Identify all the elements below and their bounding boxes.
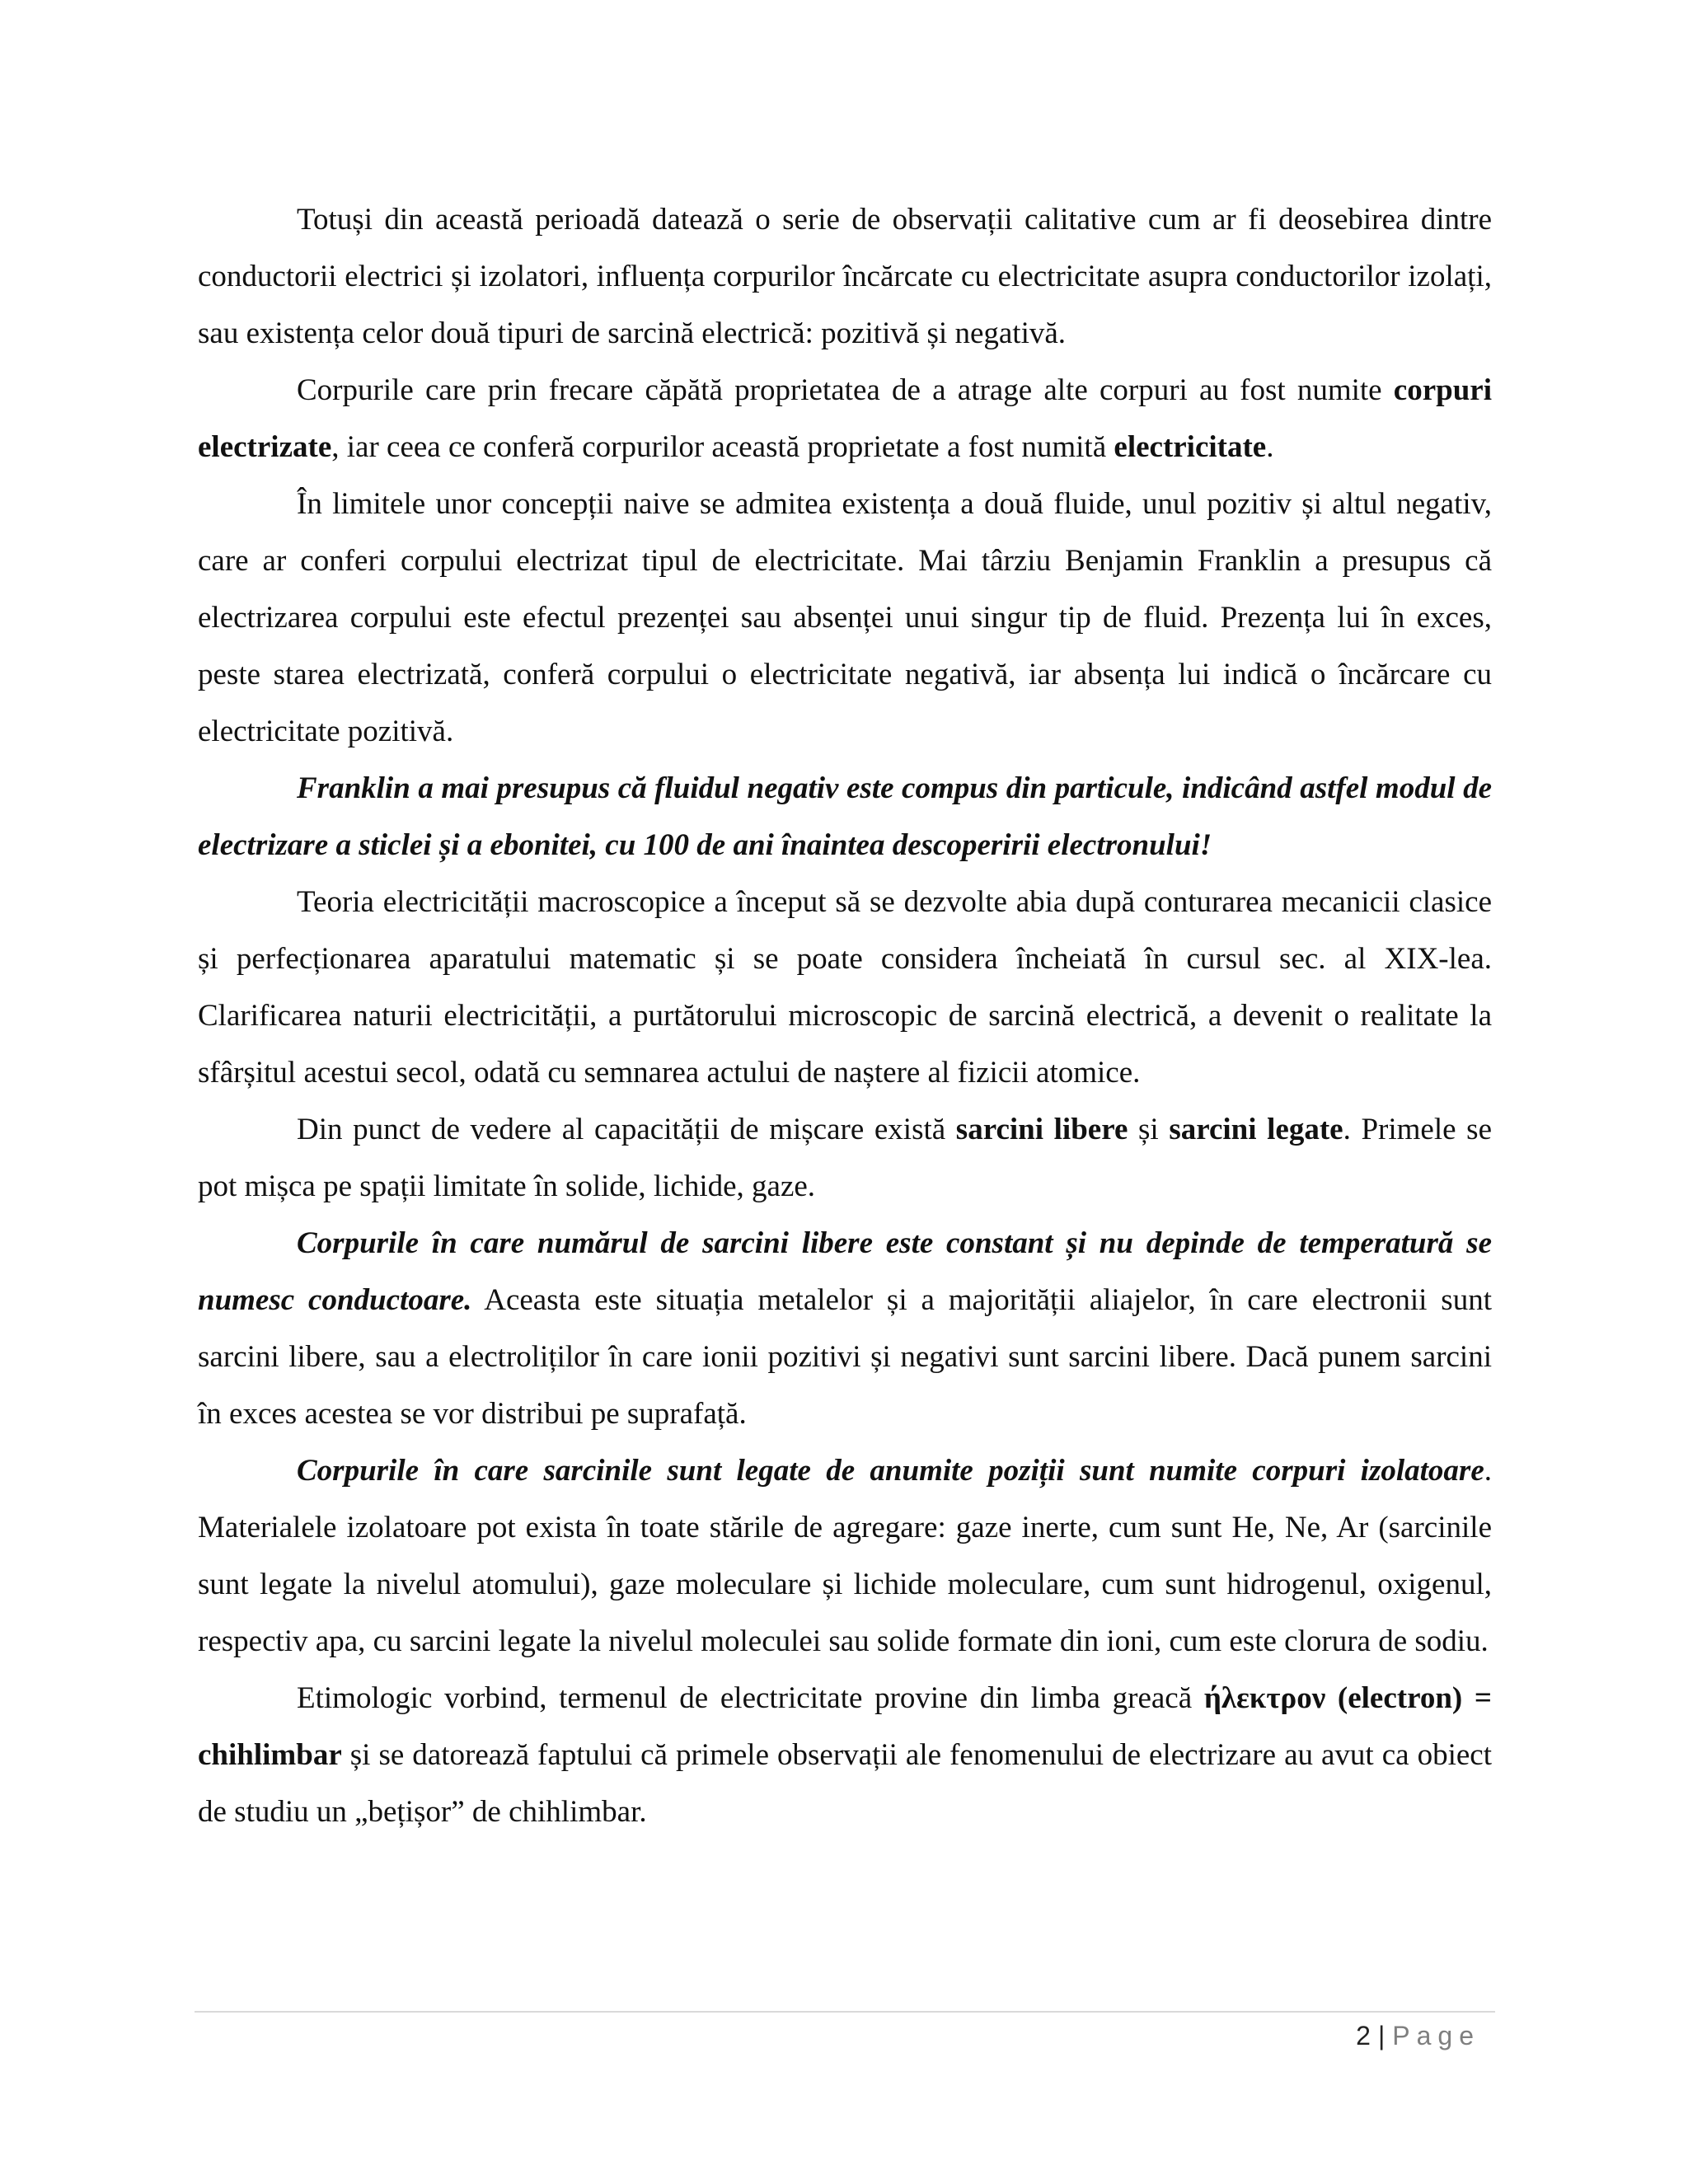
paragraph [198, 362, 1492, 476]
paragraph-text: și [1128, 1113, 1170, 1146]
emphasized-statement: Corpurile în care numărul de sarcini libere este constant și nu depinde de temperatură se numesc conductoare. [198, 1226, 1492, 1317]
page-number: 2 [1356, 2021, 1372, 2050]
emphasized-statement: Corpurile în care sarcinile sunt legate de anumite poziții sunt numite corpuri izolatoare [297, 1454, 1484, 1488]
bold-term: sarcini libere [955, 1113, 1128, 1146]
paragraph [198, 191, 1492, 362]
paragraph-text: , iar ceea ce conferă corpurilor această proprietate a fost numită [331, 430, 1114, 464]
footer-divider [195, 2011, 1495, 2013]
paragraph [198, 1442, 1492, 1670]
paragraph-text: Aceasta este situația metalelor și a majorității aliajelor, în care electronii sunt sarcini libere, sau a electroliților în care ionii pozitivi și negativi sunt sarcini libere. Dacă punem sarcini în exces acestea se vor distribui pe suprafață. [198, 1283, 1492, 1431]
paragraph-text: . [1266, 430, 1274, 464]
paragraph-text: . Materialele izolatoare pot exista în toate stările de agregare: gaze inerte, cum sunt He, Ne, Ar (sarcinile sunt legate la nivelul atomului), gaze moleculare și lichide moleculare, cum sunt hidrogenul, oxigenul, respectiv apa, cu sarcini legate la nivelul moleculei sau solide formate din ioni, cum este clorura de sodiu. [198, 1454, 1492, 1658]
page-label: Page [1392, 2021, 1480, 2050]
paragraph-text: și se datorează faptului că primele observații ale fenomenului de electrizare au avut ca obiect de studiu un „bețișor” de chihlimbar. [198, 1738, 1492, 1829]
paragraph [198, 476, 1492, 760]
document-body [198, 191, 1492, 1840]
paragraph-text: Totuși din această perioadă datează o serie de observații calitative cum ar fi deosebirea dintre conductorii electrici și izolatori, influența corpurilor încărcate cu electricitate asupra conductorilor izolați, sau existența celor două tipuri de sarcină electrică: pozitivă și negativă. [198, 203, 1492, 350]
paragraph [198, 874, 1492, 1101]
bold-term: ήλεκτρον (electron) = chihlimbar [198, 1681, 1492, 1772]
page-footer [1356, 2021, 1480, 2051]
bold-term: sarcini legate [1169, 1113, 1343, 1146]
paragraph-text: În limitele unor concepții naive se admitea existența a două fluide, unul pozitiv și altul negativ, care ar conferi corpului electrizat tipul de electricitate. Mai târziu Benjamin Franklin a presupus că electrizarea corpului este efectul prezenței sau absenței unui singur tip de fluid. Prezența lui în exces, peste starea electrizată, conferă corpului o electricitate negativă, iar absența lui indică o încărcare cu electricitate pozitivă. [198, 487, 1492, 748]
paragraph-text: Corpurile care prin frecare căpătă proprietatea de a atrage alte corpuri au fost numite [297, 373, 1394, 407]
paragraph [198, 1215, 1492, 1442]
paragraph [198, 1101, 1492, 1215]
bold-term: corpuri electrizate [198, 373, 1492, 464]
footer-separator: | [1377, 2021, 1386, 2050]
paragraph-text: . Primele se pot mișca pe spații limitate în solide, lichide, gaze. [198, 1113, 1492, 1203]
bold-term: electricitate [1114, 430, 1267, 464]
paragraph-text: Teoria electricității macroscopice a început să se dezvolte abia după conturarea mecanicii clasice și perfecționarea aparatului matematic și se poate considera încheiată în cursul sec. al XIX-lea. Clarificarea naturii electricității, a purtătorului microscopic de sarcină electrică, a devenit o realitate la sfârșitul acestui secol, odată cu semnarea actului de naștere al fizicii atomice. [198, 885, 1492, 1090]
paragraph-text: Etimologic vorbind, termenul de electricitate provine din limba greacă [297, 1681, 1204, 1715]
emphasized-statement: Franklin a mai presupus că fluidul negativ este compus din particule, indicând astfel modul de electrizare a sticlei și a ebonitei, cu 100 de ani înaintea descoperirii electronului! [198, 771, 1492, 862]
paragraph [198, 760, 1492, 874]
paragraph-text: Din punct de vedere al capacității de mișcare există [297, 1113, 956, 1146]
paragraph [198, 1670, 1492, 1840]
